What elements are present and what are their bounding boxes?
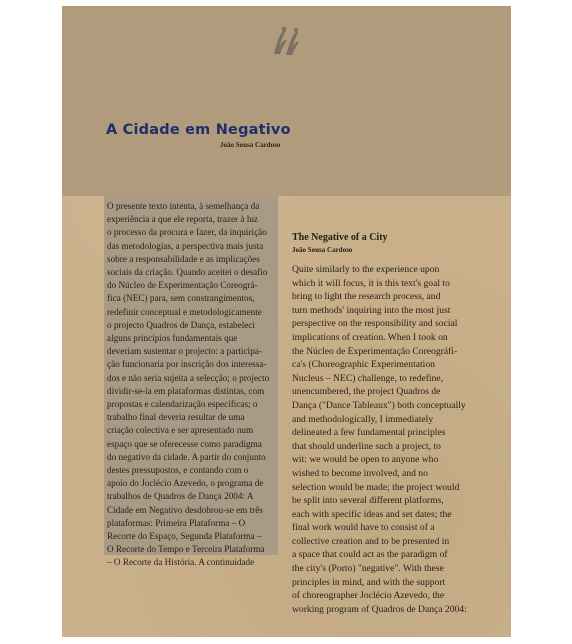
text-line: perspective on the responsibility and social [292,318,458,330]
document-page [62,6,511,637]
page-title: A Cidade em Negativo [106,122,291,138]
text-line: the city's (Porto) "negative". With these [292,563,444,575]
text-line: ca's (Choreographic Experimentation [292,359,435,371]
text-line: sociais da criação. Quando aceitei o desafio [107,267,268,278]
text-line: alguns princípios fundamentais que [107,333,238,344]
english-body-text [292,263,482,616]
english-author-name: João Sousa Cardoso [292,246,353,254]
text-line: collective creation and to be presented in [292,535,450,547]
text-line: destes pressupostos, e contando com o [107,465,249,476]
text-line: plataformas: Primeira Plataforma – O [107,517,246,528]
text-line: Nucleus – NEC) challenge, to redefine, [292,372,444,384]
text-line: Cidade em Negativo desdobrou-se em três [107,504,263,515]
text-line: propostas e calendarização específicas; o [107,399,258,410]
text-line: dos e não seria sujeita a selecção; o projecto [107,372,270,383]
text-line: and methodologically, I immediately [292,413,434,425]
text-line: apoio do Joclécio Azevedo, o programa de [107,478,264,489]
portuguese-body-text [107,200,279,570]
text-line: Recorte do Espaço, Segunda Plataforma – [107,531,262,542]
text-line: espaço que se oferecesse como paradigma [107,438,262,449]
text-line: ção funcionaria por inscrição dos interessa- [107,359,267,370]
text-line: bring to light the research process, and [292,291,441,303]
text-line: each with specific ideas and set dates; the [292,508,452,520]
text-line: wit: we would be open to anyone who [292,454,439,466]
text-line: trabalhos de Quadros de Dança 2004: A [107,491,254,502]
text-line: principles in mind, and with the support [292,576,446,588]
text-line: redefinir conceptual e metodologicamente [107,306,262,317]
text-line: – O Recorte da História. A continuidade [107,557,255,568]
text-line: criação colectiva e ser apresentado num [107,425,254,436]
text-line: do negativo da cidade. A partir do conjunto [107,451,266,462]
text-line: unencumbered, the project Quadros de [292,386,441,398]
text-line: turn methods' inquiring into the most just [292,304,451,316]
text-line: o processo da procura e fazer, da inquirição [107,227,267,238]
stylized-dancers-logo-icon [268,24,302,58]
text-line: deveriam sustentar o projecto: a participa- [107,346,262,357]
text-line: final work would have to consist of a [292,522,435,534]
text-line: wished to become involved, and no [292,467,428,479]
text-line: implications of creation. When I took on [292,331,448,343]
text-line: experiência a que ele reporta, trazer à luz [107,214,258,225]
text-line: selection would be made; the project would [292,481,460,493]
text-line: of choreographer Joclécio Azevedo, the [292,590,445,602]
text-line: sobre a responsabilidade e as implicações [107,253,260,264]
text-line: that should underline such a project, to [292,440,441,452]
english-title: The Negative of a City [292,232,388,243]
text-line: do Núcleo de Experimentação Coreográ- [107,280,258,291]
text-line: fica (NEC) para, sem constrangimentos, [107,293,255,304]
text-line: delineated a few fundamental principles [292,427,446,439]
text-line: Dança ("Dance Tableaux") both conceptually [292,399,466,411]
author-name: João Sousa Cardoso [220,141,281,149]
text-line: dividir-se-ia em plataformas distintas, com [107,385,265,396]
text-line: O Recorte do Tempo e Terceira Plataforma [107,544,265,555]
text-line: das metodologias, a perspectiva mais justa [107,240,264,251]
text-line: be split into several different platforms, [292,495,444,507]
text-line: Quite similarly to the experience upon [292,264,440,275]
text-line: a space that could act as the paradigm of [292,549,448,561]
text-line: which it will focus, it is this text's goal to [292,277,450,289]
text-line: O presente texto intenta, à semelhança da [107,201,260,211]
text-line: working program of Quadros de Dança 2004: [292,603,467,615]
text-line: the Núcleo de Experimentação Coreográfi- [292,345,458,357]
text-line: o projecto Quadros de Dança, estabeleci [107,319,255,330]
text-line: trabalho final deveria resultar de uma [107,412,245,423]
